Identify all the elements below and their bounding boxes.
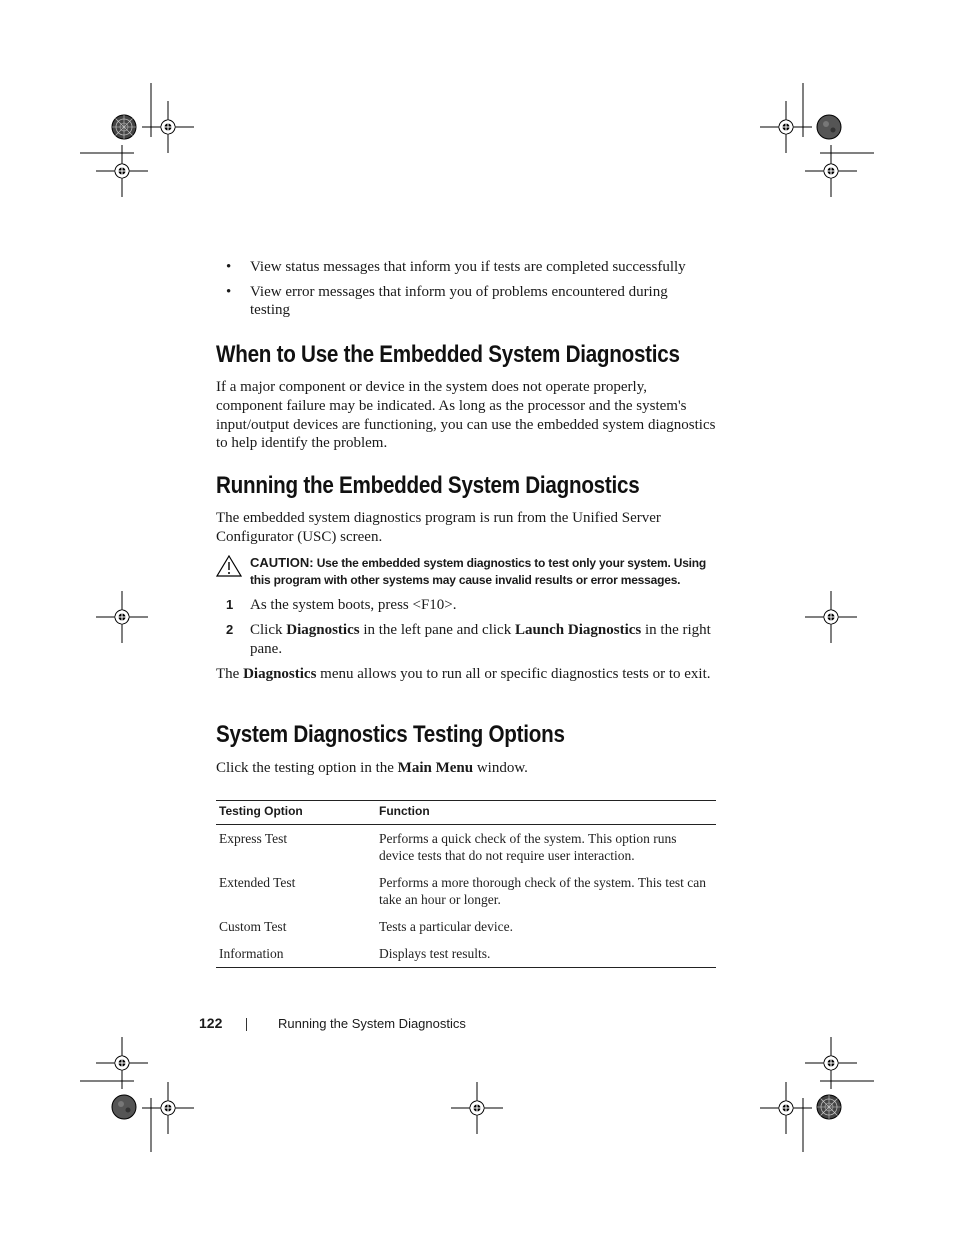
table-cell-function: Performs a quick check of the system. This option runs device tests that do not require user interaction.	[379, 831, 677, 863]
table-cell-function: Displays test results.	[376, 943, 716, 968]
caution-triangle-icon	[216, 555, 242, 577]
table-row	[216, 943, 716, 968]
step-text: Click Diagnostics in the left pane and click Launch Diagnostics in the right pane.	[250, 622, 711, 657]
bullet-icon: •	[226, 284, 232, 300]
table-cell-option: Information	[216, 943, 376, 968]
feature-bullet-list	[226, 258, 706, 326]
list-item: • View error messages that inform you of problems encountered during testing	[226, 284, 668, 318]
diagnostics-menu-description: The Diagnostics menu allows you to run all or specific diagnostics tests or to exit.	[216, 666, 711, 682]
ui-term-diagnostics: Diagnostics	[286, 622, 360, 638]
table-cell-function: Tests a particular device.	[379, 919, 513, 934]
section-heading-when-to-use: When to Use the Embedded System Diagnostics	[216, 341, 680, 368]
list-item: • View status messages that inform you if tests are completed successfully	[226, 259, 686, 275]
column-header-testing-option: Testing Option	[216, 801, 376, 825]
table-cell-option: Express Test	[219, 831, 288, 846]
section-body-when-to-use: If a major component or device in the system does not operate properly, component failure may be indicated. As long as the processor and the system's input/output devices are functioning, you can use the embedded system diagnostics to help identify the problem.	[216, 379, 716, 452]
footer-divider	[246, 1018, 247, 1031]
testing-options-table	[216, 800, 716, 968]
ui-term-launch-diagnostics: Launch Diagnostics	[514, 622, 642, 638]
column-header-function: Function	[376, 801, 716, 825]
table-cell-option: Custom Test	[219, 919, 287, 934]
bullet-icon: •	[226, 259, 232, 275]
chapter-title: Running the System Diagnostics	[278, 1016, 466, 1031]
step-number: 1	[226, 597, 234, 612]
testing-options-intro: Click the testing option in the Main Menu window.	[216, 760, 528, 776]
table-row	[216, 916, 716, 943]
section-heading-running: Running the Embedded System Diagnostics	[216, 472, 640, 499]
table-header-row	[216, 801, 716, 825]
caution-label: CAUTION:	[250, 555, 314, 570]
caution-text: Use the embedded system diagnostics to test only your system. Using this program with other systems may cause invalid results or error messages.	[250, 556, 707, 587]
ui-term-diagnostics: Diagnostics	[243, 666, 317, 682]
table-cell-option: Extended Test	[219, 875, 296, 890]
table-row	[216, 825, 716, 873]
page-number: 122	[199, 1015, 223, 1031]
ui-term-main-menu: Main Menu	[397, 760, 474, 776]
section-body-running: The embedded system diagnostics program is run from the Unified Server Configurator (USC) screen.	[216, 510, 661, 545]
table-cell-function: Performs a more thorough check of the system. This test can take an hour or longer.	[379, 875, 707, 907]
step-text: As the system boots, press <F10>.	[250, 597, 457, 613]
table-row	[216, 872, 716, 916]
step-number: 2	[226, 622, 234, 637]
section-heading-testing-options: System Diagnostics Testing Options	[216, 721, 565, 748]
